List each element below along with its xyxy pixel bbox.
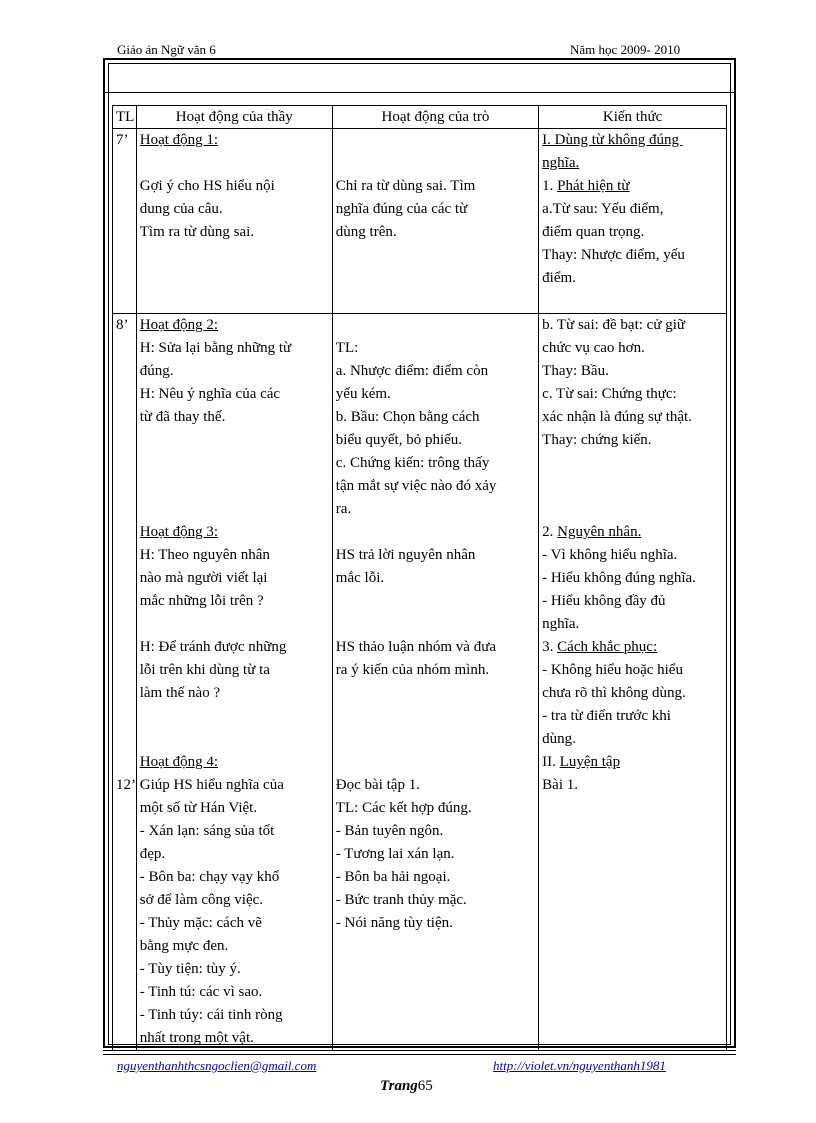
cell-line: - Tinh tú: các vì sao.: [139, 984, 263, 1000]
page-value: 65: [417, 1078, 433, 1094]
cell-line: chức vụ cao hơn.: [542, 340, 645, 356]
cell-line: - Bản tuyên ngôn.: [335, 823, 444, 839]
cell-line: - Vì không hiểu nghĩa.: [542, 547, 678, 563]
cell-line: [336, 314, 535, 337]
cell-line: a.Từ sau: Yếu điểm,: [542, 201, 664, 217]
cell-line: điểm.: [542, 270, 576, 286]
cell-kienthuc: [539, 129, 727, 314]
cell-line: [140, 705, 329, 728]
cell-line: một số từ Hán Việt.: [139, 800, 258, 816]
cell-line: nghĩa đúng của các từ: [335, 201, 468, 217]
cell-line: dùng.: [542, 731, 576, 747]
cell-line: Thay: Nhược điểm, yếu: [542, 247, 685, 263]
cell-line: ra.: [335, 501, 352, 517]
cell-line: [336, 682, 535, 705]
cell-line: [336, 751, 535, 774]
cell-line: điểm quan trọng.: [542, 224, 645, 240]
cell-line: - Bức tranh thủy mặc.: [335, 892, 467, 908]
cell-tl: [113, 314, 137, 1051]
cell-line: - Xán lạn: sáng sủa tốt: [139, 823, 275, 839]
cell-line: [140, 152, 329, 175]
cell-line: 3. Cách khắc phục:: [542, 639, 658, 655]
cell-line: - tra từ điển trước khi: [542, 708, 671, 724]
cell-tro: [332, 129, 538, 314]
header-tl: TL: [113, 106, 137, 129]
cell-line: [336, 152, 535, 175]
cell-line: nghĩa.: [542, 616, 580, 632]
cell-line: từ đã thay thế.: [139, 409, 226, 425]
header-thay: Hoạt động của thầy: [136, 106, 332, 129]
cell-line: biểu quyết, bỏ phiếu.: [335, 432, 463, 448]
cell-line: [542, 452, 723, 475]
page-label: Trang: [380, 1078, 418, 1094]
cell-line: Bài 1.: [542, 777, 579, 793]
cell-line: - Bôn ba: chạy vạy khổ: [139, 869, 280, 885]
cell-line: H: Để tránh được những: [139, 639, 287, 655]
page-number: [380, 1078, 433, 1095]
cell-line: [336, 705, 535, 728]
cell-line: tận mắt sự việc nào đó xảy: [335, 478, 497, 494]
cell-line: lỗi trên khi dùng từ ta: [139, 662, 270, 678]
cell-line: [542, 498, 723, 521]
cell-line: Chỉ ra từ dùng sai. Tìm: [335, 178, 476, 194]
time-value-extra: 12’: [116, 777, 136, 793]
cell-line: Hoạt động 3:: [139, 524, 219, 540]
cell-line: [336, 613, 535, 636]
cell-line: [140, 475, 329, 498]
cell-line: nghĩa.: [542, 155, 580, 171]
table-row: [113, 314, 727, 1051]
cell-line: H: Theo nguyên nhân: [139, 547, 270, 563]
cell-line: c. Từ sai: Chứng thực:: [542, 386, 677, 402]
cell-line: [336, 521, 535, 544]
time-value: 7’: [116, 132, 129, 148]
cell-line: - Bôn ba hải ngoại.: [335, 869, 451, 885]
cell-kienthuc: [539, 314, 727, 1051]
cell-line: 2. Nguyên nhân.: [542, 524, 642, 540]
header-right: Năm học 2009- 2010: [570, 42, 681, 57]
cell-line: đúng.: [139, 363, 174, 379]
cell-line: xác nhận là đúng sự thật.: [542, 409, 692, 425]
header-left: Giáo án Ngữ văn 6: [117, 42, 216, 57]
cell-line: [140, 728, 329, 751]
cell-line: b. Từ sai: đề bạt: cử giữ: [542, 317, 686, 333]
cell-line: Gợi ý cho HS hiểu nội: [139, 178, 275, 194]
cell-line: [336, 728, 535, 751]
table-row: [113, 129, 727, 314]
cell-line: Hoạt động 2:: [139, 317, 219, 333]
cell-line: HS thảo luận nhóm và đưa: [335, 639, 496, 655]
cell-line: - Hiểu không đúng nghĩa.: [542, 570, 696, 586]
cell-line: b. Bầu: Chọn bằng cách: [335, 409, 480, 425]
time-value: 8’: [116, 317, 129, 333]
cell-line: [542, 290, 723, 313]
cell-line: [336, 590, 535, 613]
cell-line: - Tinh túy: cái tinh ròng: [139, 1007, 283, 1023]
cell-line: yếu kém.: [335, 386, 391, 402]
cell-line: - Tương lai xán lạn.: [335, 846, 455, 862]
cell-line: Đọc bài tập 1.: [335, 777, 420, 793]
cell-line: [140, 613, 329, 636]
cell-line: TL:: [335, 340, 359, 356]
cell-line: dung của câu.: [139, 201, 223, 217]
cell-line: nhất trong một vật.: [139, 1030, 254, 1046]
cell-line: nào mà người viết lại: [139, 570, 268, 586]
cell-line: [140, 498, 329, 521]
footer-email-link[interactable]: nguyenthanhthcsngoclien@gmail.com: [117, 1058, 317, 1073]
cell-line: bằng mực đen.: [139, 938, 229, 954]
table-header-row: [113, 106, 727, 129]
cell-line: HS trả lời nguyên nhân: [335, 547, 476, 563]
cell-line: [140, 429, 329, 452]
cell-line: c. Chứng kiến: trông thấy: [335, 455, 490, 471]
footer-rule-2: [103, 1054, 736, 1055]
cell-line: đẹp.: [139, 846, 166, 862]
cell-line: Tìm ra từ dùng sai.: [139, 224, 255, 240]
cell-line: Hoạt động 1:: [139, 132, 219, 148]
cell-line: I. Dùng từ không đúng: [542, 132, 683, 148]
cell-thay: [136, 314, 332, 1051]
cell-line: - Hiểu không đầy đủ: [542, 593, 666, 609]
cell-line: Giúp HS hiểu nghĩa của: [139, 777, 284, 793]
cell-thay: [136, 129, 332, 314]
cell-line: TL: Các kết hợp đúng.: [335, 800, 472, 816]
cell-line: sở để làm công việc.: [139, 892, 264, 908]
cell-line: H: Nêu ý nghĩa của các: [139, 386, 281, 402]
cell-line: ra ý kiến của nhóm mình.: [335, 662, 490, 678]
cell-line: làm thế nào ?: [139, 685, 221, 701]
cell-tro: [332, 314, 538, 1051]
cell-line: chưa rõ thì không dùng.: [542, 685, 686, 701]
cell-line: Thay: chứng kiến.: [542, 432, 652, 448]
frame-top-rule: [103, 92, 736, 93]
lesson-table: [112, 105, 727, 1051]
cell-line: II. Luyện tập: [542, 754, 621, 770]
cell-line: dùng trên.: [335, 224, 397, 240]
footer-rule-1: [103, 1050, 736, 1051]
cell-line: mắc những lỗi trên ?: [139, 593, 264, 609]
cell-line: - Tùy tiện: tùy ý.: [139, 961, 241, 977]
cell-line: - Thủy mặc: cách vẽ: [139, 915, 262, 931]
cell-line: [542, 475, 723, 498]
footer-url-link[interactable]: http://violet.vn/nguyenthanh1981: [493, 1058, 666, 1073]
cell-line: - Nói năng tùy tiện.: [335, 915, 453, 931]
cell-line: [140, 452, 329, 475]
header-tro: Hoạt động của trò: [332, 106, 538, 129]
cell-line: Hoạt động 4:: [139, 754, 219, 770]
cell-line: mắc lỗi.: [335, 570, 385, 586]
header-kienthuc: Kiến thức: [539, 106, 727, 129]
cell-line: H: Sửa lại bằng những từ: [139, 340, 292, 356]
cell-line: - Không hiểu hoặc hiểu: [542, 662, 683, 678]
cell-line: a. Nhược điểm: điểm còn: [335, 363, 489, 379]
cell-line: 1. Phát hiện từ: [542, 178, 630, 194]
cell-line: Thay: Bầu.: [542, 363, 609, 379]
cell-tl: [113, 129, 137, 314]
cell-line: [336, 129, 535, 152]
